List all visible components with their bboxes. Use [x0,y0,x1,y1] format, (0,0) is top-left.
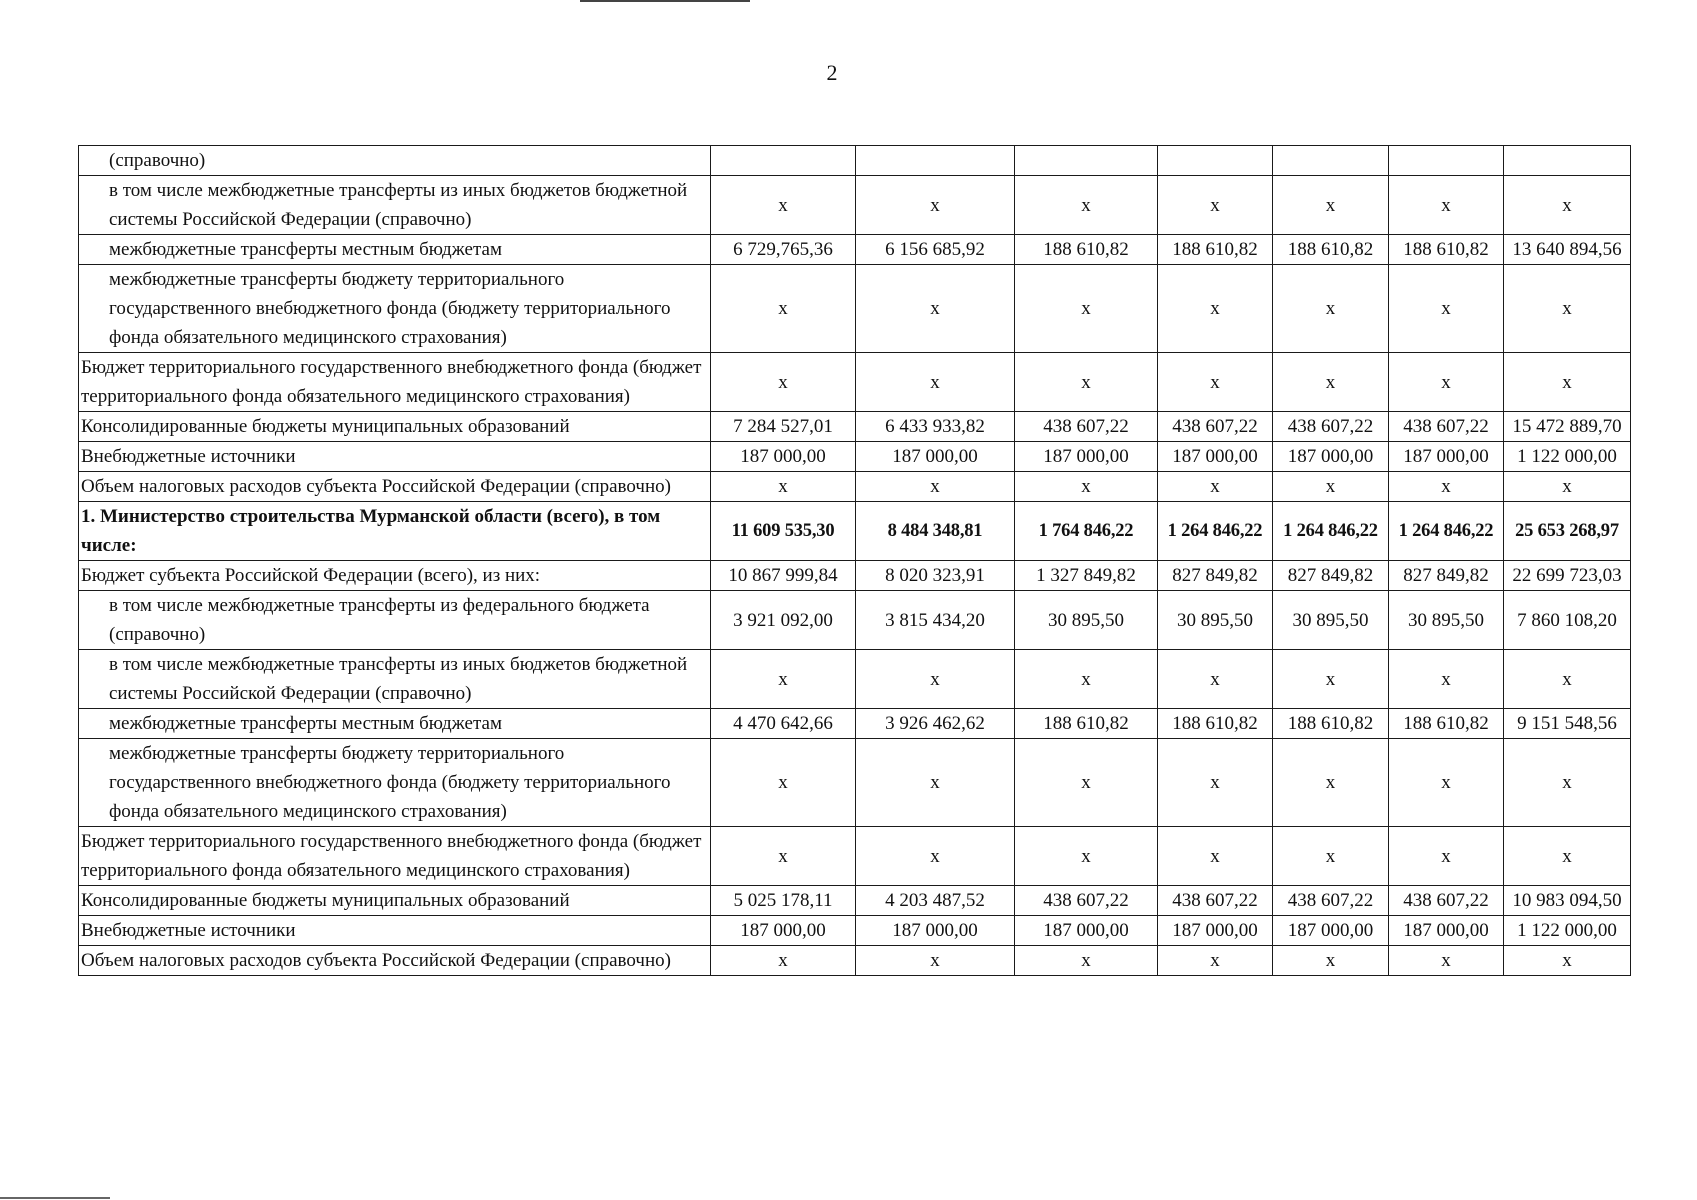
row-label: Консолидированные бюджеты муниципальных образований [79,886,711,916]
value-cell: х [711,946,856,976]
value-cell: 1 327 849,82 [1015,561,1158,591]
row-label: межбюджетные трансферты бюджету территориального государственного внебюджетного фонда (бюджету территориального фонда обязательного медицинского страхования) [79,265,711,353]
value-cell: 187 000,00 [1015,916,1158,946]
value-cell: х [1158,827,1273,886]
value-cell: 188 610,82 [1158,709,1273,739]
value-cell: х [711,353,856,412]
value-cell: 827 849,82 [1158,561,1273,591]
value-cell: 4 203 487,52 [856,886,1015,916]
value-cell: 7 284 527,01 [711,412,856,442]
page-number: 2 [826,60,838,85]
value-cell: 15 472 889,70 [1504,412,1631,442]
row-label: Бюджет территориального государственного внебюджетного фонда (бюджет территориального фонда обязательного медицинского страхования) [79,353,711,412]
table-row [79,235,1631,265]
value-cell: 11 609 535,30 [711,502,856,561]
row-label: Внебюджетные источники [79,442,711,472]
value-cell: 4 470 642,66 [711,709,856,739]
value-cell: х [1504,176,1631,235]
value-cell: 187 000,00 [856,916,1015,946]
value-cell: х [1015,265,1158,353]
value-cell: х [1015,946,1158,976]
value-cell: х [1158,472,1273,502]
value-cell: х [856,472,1015,502]
value-cell: х [1015,827,1158,886]
table-row [79,353,1631,412]
value-cell: х [1158,739,1273,827]
value-cell: 1 264 846,22 [1158,502,1273,561]
value-cell: 9 151 548,56 [1504,709,1631,739]
value-cell: 6 729,765,36 [711,235,856,265]
value-cell: х [1273,265,1389,353]
value-cell: х [856,650,1015,709]
value-cell: 188 610,82 [1158,235,1273,265]
value-cell: х [1389,827,1504,886]
table-row [79,886,1631,916]
value-cell: 187 000,00 [1015,442,1158,472]
value-cell: х [1015,353,1158,412]
value-cell: 7 860 108,20 [1504,591,1631,650]
value-cell: х [1504,739,1631,827]
value-cell: х [1158,650,1273,709]
budget-table [78,145,1631,976]
value-cell: х [711,739,856,827]
value-cell: х [1273,176,1389,235]
value-cell: х [1389,650,1504,709]
table-row [79,146,1631,176]
value-cell: х [1273,827,1389,886]
value-cell: 187 000,00 [711,442,856,472]
value-cell: х [1273,739,1389,827]
value-cell: х [1015,472,1158,502]
value-cell: 6 433 933,82 [856,412,1015,442]
value-cell: х [711,827,856,886]
value-cell: 3 921 092,00 [711,591,856,650]
value-cell [711,146,856,176]
value-cell: 8 484 348,81 [856,502,1015,561]
value-cell: х [856,353,1015,412]
value-cell: х [1015,176,1158,235]
value-cell: х [1273,946,1389,976]
row-label: Объем налоговых расходов субъекта Российской Федерации (справочно) [79,946,711,976]
value-cell: х [1504,827,1631,886]
value-cell: х [711,472,856,502]
value-cell: 438 607,22 [1015,412,1158,442]
top-scan-mark [580,0,750,2]
value-cell: 188 610,82 [1273,709,1389,739]
value-cell: 187 000,00 [1389,916,1504,946]
value-cell: 187 000,00 [1389,442,1504,472]
value-cell: 22 699 723,03 [1504,561,1631,591]
value-cell: х [1158,946,1273,976]
value-cell: 8 020 323,91 [856,561,1015,591]
value-cell: 188 610,82 [1273,235,1389,265]
value-cell: 438 607,22 [1273,412,1389,442]
table-row-section-total [79,502,1631,561]
table-row [79,442,1631,472]
value-cell: 6 156 685,92 [856,235,1015,265]
row-label: 1. Министерство строительства Мурманской области (всего), в том числе: [79,502,711,561]
value-cell: х [1504,650,1631,709]
value-cell: 13 640 894,56 [1504,235,1631,265]
value-cell [1015,146,1158,176]
value-cell: 438 607,22 [1158,412,1273,442]
value-cell: х [1273,650,1389,709]
table-row [79,709,1631,739]
value-cell: х [856,946,1015,976]
row-label: в том числе межбюджетные трансферты из иных бюджетов бюджетной системы Российской Федерации (справочно) [79,650,711,709]
value-cell: 827 849,82 [1389,561,1504,591]
value-cell: 25 653 268,97 [1504,502,1631,561]
value-cell: 187 000,00 [856,442,1015,472]
table-row [79,591,1631,650]
value-cell: х [1158,176,1273,235]
value-cell: х [1504,946,1631,976]
value-cell: х [856,265,1015,353]
row-label: Бюджет территориального государственного внебюджетного фонда (бюджет территориального фонда обязательного медицинского страхования) [79,827,711,886]
value-cell: х [1273,472,1389,502]
table-row [79,916,1631,946]
value-cell: х [711,176,856,235]
table-row [79,265,1631,353]
value-cell: х [1389,739,1504,827]
value-cell: 3 926 462,62 [856,709,1015,739]
table-row [79,561,1631,591]
value-cell: 187 000,00 [1273,442,1389,472]
value-cell: 438 607,22 [1389,886,1504,916]
value-cell: 188 610,82 [1015,235,1158,265]
value-cell: 1 264 846,22 [1273,502,1389,561]
value-cell [1389,146,1504,176]
value-cell: 188 610,82 [1015,709,1158,739]
table-row [79,472,1631,502]
value-cell: х [1389,265,1504,353]
value-cell: 187 000,00 [1273,916,1389,946]
value-cell: х [1389,353,1504,412]
row-label: (справочно) [79,146,711,176]
value-cell: х [1389,472,1504,502]
value-cell: х [1158,265,1273,353]
value-cell: 438 607,22 [1273,886,1389,916]
value-cell: х [1389,946,1504,976]
value-cell [856,146,1015,176]
value-cell: х [1389,176,1504,235]
value-cell: 30 895,50 [1015,591,1158,650]
value-cell: 438 607,22 [1158,886,1273,916]
value-cell: 1 264 846,22 [1389,502,1504,561]
value-cell: 187 000,00 [711,916,856,946]
row-label: Консолидированные бюджеты муниципальных образований [79,412,711,442]
value-cell: 438 607,22 [1015,886,1158,916]
bottom-scan-mark [0,1197,110,1199]
value-cell: х [1015,739,1158,827]
value-cell [1158,146,1273,176]
value-cell: 187 000,00 [1158,916,1273,946]
value-cell: 3 815 434,20 [856,591,1015,650]
value-cell: х [711,650,856,709]
value-cell: х [856,176,1015,235]
value-cell: 187 000,00 [1158,442,1273,472]
value-cell: 5 025 178,11 [711,886,856,916]
row-label: межбюджетные трансферты бюджету территориального государственного внебюджетного фонда (бюджету территориального фонда обязательного медицинского страхования) [79,739,711,827]
value-cell: 188 610,82 [1389,709,1504,739]
table-row [79,946,1631,976]
value-cell: х [1504,472,1631,502]
value-cell: х [711,265,856,353]
value-cell: х [1504,353,1631,412]
row-label: межбюджетные трансферты местным бюджетам [79,709,711,739]
value-cell: 827 849,82 [1273,561,1389,591]
table-row [79,176,1631,235]
row-label: в том числе межбюджетные трансферты из федерального бюджета (справочно) [79,591,711,650]
value-cell: х [1273,353,1389,412]
table-row [79,412,1631,442]
value-cell: 188 610,82 [1389,235,1504,265]
value-cell [1504,146,1631,176]
value-cell: 10 867 999,84 [711,561,856,591]
value-cell: х [1504,265,1631,353]
value-cell: х [1158,353,1273,412]
table-row [79,827,1631,886]
row-label: Бюджет субъекта Российской Федерации (всего), из них: [79,561,711,591]
value-cell: х [856,827,1015,886]
value-cell: 30 895,50 [1158,591,1273,650]
row-label: Внебюджетные источники [79,916,711,946]
value-cell: 10 983 094,50 [1504,886,1631,916]
row-label: в том числе межбюджетные трансферты из иных бюджетов бюджетной системы Российской Федерации (справочно) [79,176,711,235]
value-cell: 438 607,22 [1389,412,1504,442]
value-cell: 1 764 846,22 [1015,502,1158,561]
budget-table-body [79,146,1631,976]
value-cell: х [856,739,1015,827]
table-row [79,739,1631,827]
value-cell: 30 895,50 [1389,591,1504,650]
value-cell [1273,146,1389,176]
value-cell: х [1015,650,1158,709]
value-cell: 1 122 000,00 [1504,916,1631,946]
value-cell: 30 895,50 [1273,591,1389,650]
row-label: Объем налоговых расходов субъекта Российской Федерации (справочно) [79,472,711,502]
value-cell: 1 122 000,00 [1504,442,1631,472]
table-row [79,650,1631,709]
row-label: межбюджетные трансферты местным бюджетам [79,235,711,265]
